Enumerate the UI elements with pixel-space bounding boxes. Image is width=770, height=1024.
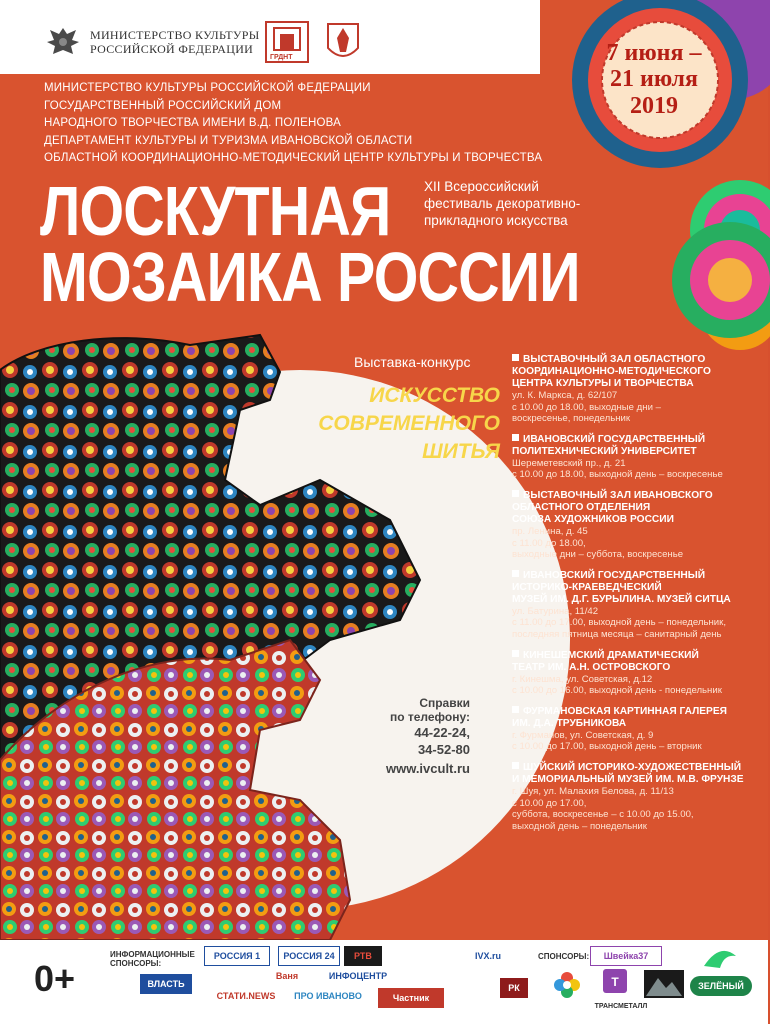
festival-subtitle — [424, 178, 624, 229]
age-rating: 0+ — [34, 958, 76, 999]
sponsor-logo: РОССИЯ 1 — [204, 946, 270, 966]
sponsor-logo: ИНФОЦЕНТР — [328, 971, 388, 981]
venue-name: ФУРМАНОВСКАЯ КАРТИННАЯ ГАЛЕРЕЯ — [512, 706, 762, 718]
coat-of-arms-icon — [44, 24, 82, 60]
contact-label: Справки — [419, 696, 470, 710]
sponsors-label: СПОНСОРЫ: — [538, 952, 590, 961]
venue-address: Шереметевский пр., д. 21 — [512, 457, 626, 469]
venue-hours: суббота, воскресенье – с 10.00 до 15.00, — [512, 809, 694, 821]
organizer: ГОСУДАРСТВЕННЫЙ РОССИЙСКИЙ ДОМ — [44, 99, 282, 112]
date-year: 2019 — [630, 93, 678, 119]
bullet-square-icon — [512, 706, 519, 713]
title-line-1: ЛОСКУТНАЯ — [40, 172, 391, 250]
venue-hours: с 10.00 до 17.00, выходной день – вторник — [512, 741, 702, 753]
bullet-square-icon — [512, 762, 519, 769]
sponsor-logo: ТРАНСМЕТАЛЛ — [594, 1002, 648, 1010]
sponsor-logo: IVX.ru — [474, 951, 501, 961]
bullet-square-icon — [512, 434, 519, 441]
venue-name: ОБЛАСТНОГО ОТДЕЛЕНИЯ — [512, 501, 651, 513]
venue-address: г. Кинешма, ул. Советская, д.12 — [512, 673, 653, 685]
festival-line: фестиваль декоративно- — [424, 196, 581, 211]
exhibition-line: ШИТЬЯ — [422, 440, 500, 463]
phone-number: 34-52-80 — [417, 742, 470, 757]
venue-name: МУЗЕЙ ИМ. Д.Г. БУРЫЛИНА. МУЗЕЙ СИТЦА — [512, 593, 731, 605]
venue-hours: с 10.00 до 16.00, выходной день - понедельник — [512, 685, 722, 697]
venue-hours: с 11.00 до 17.00, выходной день – понедельник, — [512, 617, 727, 629]
ministry-logo-block — [44, 24, 260, 60]
venue-item — [512, 434, 762, 481]
grdnt-logo-text: ГРДНТ — [270, 54, 293, 61]
sponsor-logo: РТВ — [344, 946, 382, 966]
sponsor-logo: СТАТИ.NEWS — [216, 991, 276, 1001]
venue-name: ИМ. Д.А. ТРУБНИКОВА — [512, 717, 627, 729]
venue-name: ИВАНОВСКИЙ ГОСУДАРСТВЕННЫЙ — [512, 434, 762, 446]
venue-address: г. Шуя, ул. Малахия Белова, д. 11/13 — [512, 785, 674, 797]
venue-hours: воскресенье, понедельник — [512, 413, 631, 425]
exhibition-line: ИСКУССТВО — [369, 384, 500, 407]
bullet-square-icon — [512, 570, 519, 577]
info-sponsors-label: ИНФОРМАЦИОННЫЕ СПОНСОРЫ: — [110, 950, 195, 968]
venue-name: ТЕАТР ИМ. А.Н. ОСТРОВСКОГО — [512, 661, 671, 673]
tm-logo-icon — [602, 968, 628, 994]
venue-address: ул. Батурина, 11/42 — [512, 605, 599, 617]
venue-name: ВЫСТАВОЧНЫЙ ЗАЛ ИВАНОВСКОГО — [512, 490, 762, 502]
venue-name: ЦЕНТРА КУЛЬТУРЫ И ТВОРЧЕСТВА — [512, 378, 694, 389]
exhibition-line: СОВРЕМЕННОГО — [318, 412, 500, 435]
organizer: МИНИСТЕРСТВО КУЛЬТУРЫ РОССИЙСКОЙ ФЕДЕРАЦИИ — [44, 82, 371, 94]
organizer: ОБЛАСТНОЙ КООРДИНАЦИОННО-МЕТОДИЧЕСКИЙ ЦЕНТР КУЛЬТУРЫ И ТВОРЧЕСТВА — [44, 152, 543, 164]
venue-address: г. Фурманов, ул. Советская, д. 9 — [512, 729, 654, 741]
venue-item — [512, 570, 762, 641]
bird-logo-icon — [700, 946, 740, 972]
venue-hours: с 10.00 до 17.00, — [512, 797, 587, 809]
venue-address: пр. Ленина, д. 45 — [512, 525, 588, 537]
organizer: НАРОДНОГО ТВОРЧЕСТВА ИМЕНИ В.Д. ПОЛЕНОВА — [44, 117, 342, 129]
venue-item — [512, 762, 762, 832]
venue-name: ИСТОРИКО-КРАЕВЕДЧЕСКИЙ — [512, 581, 662, 593]
exhibition-name — [280, 382, 500, 466]
date-end: 21 июля — [609, 66, 699, 92]
title-line-2: МОЗАИКА РОССИИ — [40, 238, 580, 316]
venue-hours: с 11.00 до 18.00, — [512, 537, 586, 549]
festival-line: прикладного искусства — [424, 213, 568, 228]
contact-info — [344, 696, 470, 778]
sponsor-logo: Ваня — [275, 971, 299, 981]
venue-address: ул. К. Маркса, д. 62/107 — [512, 390, 618, 401]
patchwork-circle-right — [660, 220, 770, 350]
sponsor-logo: РК — [500, 978, 528, 998]
sponsor-logo: Частник — [378, 988, 444, 1008]
venue-name: КООРДИНАЦИОННО-МЕТОДИЧЕСКОГО — [512, 366, 711, 377]
ministry-line-1: МИНИСТЕРСТВО КУЛЬТУРЫ — [90, 28, 260, 42]
bullet-square-icon — [512, 354, 519, 361]
venue-hours: с 10.00 до 18.00, выходные дни – — [512, 401, 661, 413]
date-start: 7 июня – — [606, 40, 702, 66]
venue-hours: последняя пятница месяца – санитарный день — [512, 628, 722, 640]
ministry-line-2: РОССИЙСКОЙ ФЕДЕРАЦИИ — [90, 42, 254, 56]
venue-hours: выходной день – понедельник — [512, 820, 647, 832]
venue-item — [512, 354, 762, 425]
website-link[interactable]: www.ivcult.ru — [385, 761, 470, 776]
venue-name: ШУЙСКИЙ ИСТОРИКО-ХУДОЖЕСТВЕННЫЙ — [512, 762, 762, 774]
sponsor-logo: ВЛАСТЬ — [140, 974, 192, 994]
organizers-list — [44, 80, 564, 168]
flower-logo-icon — [552, 970, 582, 1000]
venue-name: И МЕМОРИАЛЬНЫЙ МУЗЕЙ ИМ. М.В. ФРУНЗЕ — [512, 773, 744, 785]
sponsor-logo: ПРО ИВАНОВО — [294, 991, 362, 1001]
venue-item — [512, 650, 762, 697]
contact-label: по телефону: — [389, 710, 470, 724]
sponsor-logo: Швейка37 — [590, 946, 662, 966]
venue-name: ПОЛИТЕХНИЧЕСКИЙ УНИВЕРСИТЕТ — [512, 445, 697, 457]
phone-number: 44-22-24, — [414, 725, 470, 740]
sponsor-logo: РОССИЯ 24 — [278, 946, 340, 966]
ministry-name — [90, 28, 260, 56]
festival-dates — [584, 40, 724, 120]
mountain-logo-icon — [644, 970, 684, 998]
ivanovo-arms-icon — [318, 18, 368, 66]
exhibition-label: Выставка-конкурс — [354, 354, 471, 370]
venues-list — [512, 354, 762, 841]
venue-hours: с 10.00 до 18.00, выходной день – воскресенье — [512, 469, 723, 481]
venue-item — [512, 706, 762, 753]
bullet-square-icon — [512, 490, 519, 497]
sponsor-logo: ЗЕЛЁНЫЙ — [690, 976, 752, 996]
svg-text:T: T — [611, 975, 619, 989]
venue-item — [512, 490, 762, 561]
festival-line: XII Всероссийский — [424, 179, 539, 194]
venue-name: СОЮЗА ХУДОЖНИКОВ РОССИИ — [512, 513, 674, 525]
bullet-square-icon — [512, 650, 519, 657]
venue-name: ИВАНОВСКИЙ ГОСУДАРСТВЕННЫЙ — [512, 570, 762, 582]
venue-name: КИНЕШЕМСКИЙ ДРАМАТИЧЕСКИЙ — [512, 650, 762, 662]
organizer: ДЕПАРТАМЕНТ КУЛЬТУРЫ И ТУРИЗМА ИВАНОВСКОЙ ОБЛАСТИ — [44, 134, 413, 147]
venue-name: ВЫСТАВОЧНЫЙ ЗАЛ ОБЛАСТНОГО — [512, 354, 762, 366]
venue-hours: выходные дни – суббота, воскресенье — [512, 549, 684, 561]
